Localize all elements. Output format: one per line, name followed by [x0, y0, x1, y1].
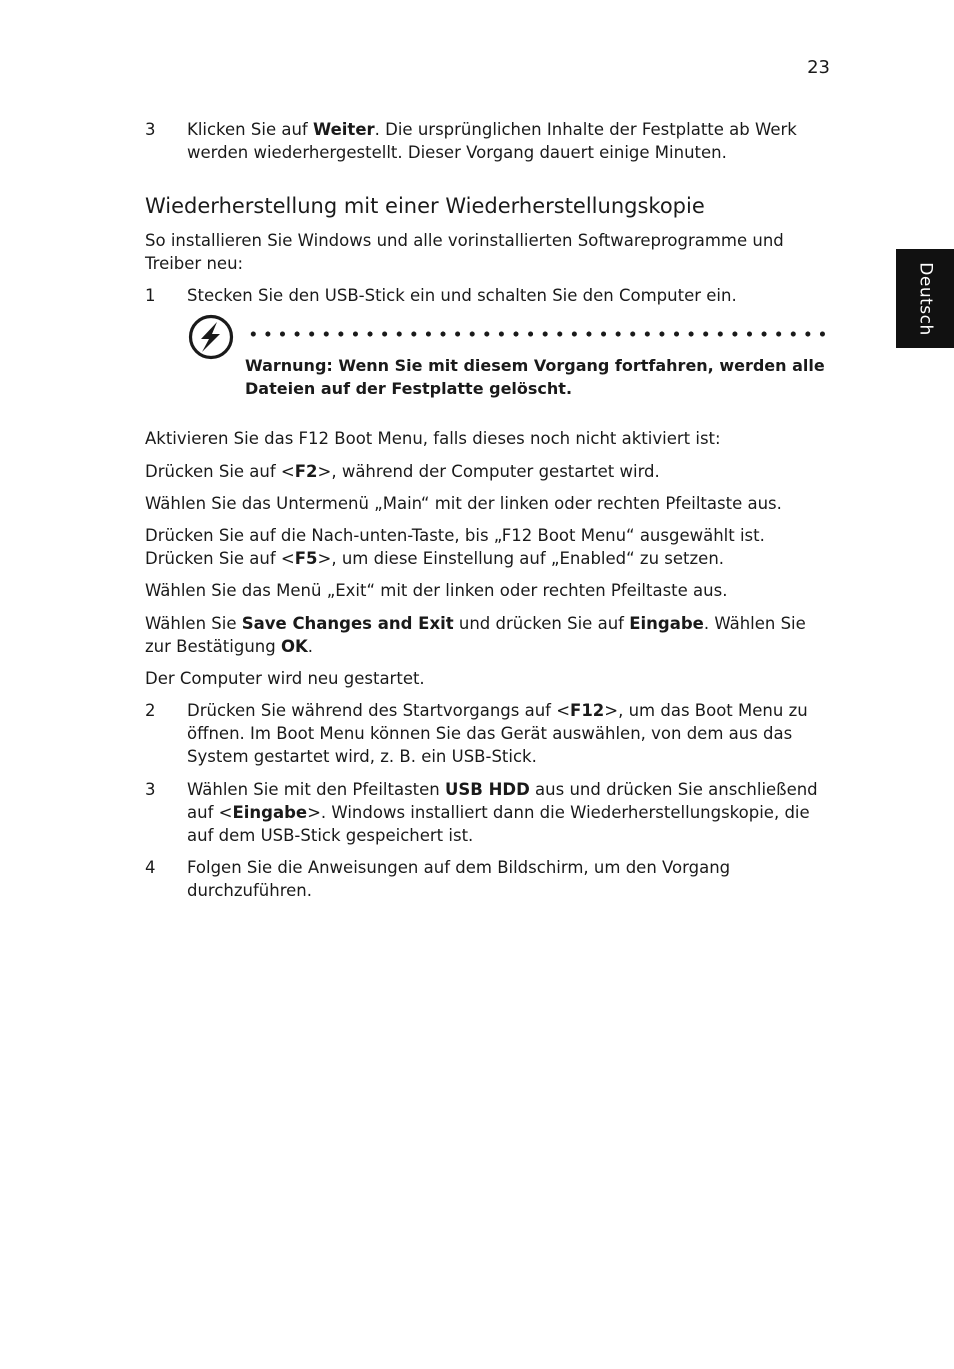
section-heading: Wiederherstellung mit einer Wiederherstellungskopie: [145, 194, 705, 218]
warning-divider: [246, 331, 830, 337]
bold-term: Eingabe: [232, 803, 308, 822]
language-side-tab: [896, 249, 954, 348]
step-number: 1: [145, 286, 156, 305]
step-number: 3: [145, 780, 156, 799]
lightning-warning-icon: [188, 314, 234, 360]
section-intro: So installieren Sie Windows und alle vorinstallierten Softwareprogramme und Treiber neu:: [145, 231, 784, 273]
step-text: Stecken Sie den USB-Stick ein und schalten Sie den Computer ein.: [187, 286, 737, 305]
step-text: Drücken Sie während des Startvorgangs auf <F12>, um das Boot Menu zu öffnen. Im Boot Menu können Sie das Gerät auswählen, von dem aus das System gestartet wird, z. B. ein USB-Stick.: [187, 701, 808, 766]
step-text: Klicken Sie auf Weiter. Die ursprünglichen Inhalte der Festplatte ab Werk werden wiederhergestellt. Dieser Vorgang dauert einige Minuten.: [187, 120, 797, 162]
key-f5: F5: [294, 549, 318, 568]
paragraph: Drücken Sie auf <F2>, während der Computer gestartet wird.: [145, 462, 660, 481]
paragraph: Drücken Sie auf die Nach-unten-Taste, bis „F12 Boot Menu“ ausgewählt ist. Drücken Sie auf <F5>, um diese Einstellung auf „Enabled“ zu setzen.: [145, 526, 765, 568]
step-number: 4: [145, 858, 156, 877]
bold-term: Save Changes and Exit: [241, 614, 454, 633]
bold-term: Weiter: [312, 120, 375, 139]
paragraph: Wählen Sie Save Changes and Exit und drücken Sie auf Eingabe. Wählen Sie zur Bestätigung OK.: [145, 614, 806, 656]
step-text: Wählen Sie mit den Pfeiltasten USB HDD aus und drücken Sie anschließend auf <Eingabe>. Windows installiert dann die Wiederherstellungskopie, die auf dem USB-Stick gespeichert ist.: [187, 780, 818, 845]
paragraph: Wählen Sie das Untermenü „Main“ mit der linken oder rechten Pfeiltaste aus.: [145, 494, 782, 513]
step-number: 3: [145, 120, 156, 139]
side-tab-label: Deutsch: [915, 261, 936, 336]
paragraph: Wählen Sie das Menü „Exit“ mit der linken oder rechten Pfeiltaste aus.: [145, 581, 728, 600]
page-number: 23: [807, 57, 830, 78]
bold-term: OK: [280, 637, 308, 656]
bold-term: USB HDD: [445, 780, 530, 799]
warning-text: Warnung: Wenn Sie mit diesem Vorgang fortfahren, werden alle Dateien auf der Festplatte gelöscht.: [245, 356, 825, 398]
paragraph: Der Computer wird neu gestartet.: [145, 669, 425, 688]
key-f2: F2: [294, 462, 318, 481]
paragraph: Aktivieren Sie das F12 Boot Menu, falls dieses noch nicht aktiviert ist:: [145, 429, 721, 448]
bold-term: Eingabe: [629, 614, 704, 633]
step-number: 2: [145, 701, 156, 720]
key-f12: F12: [570, 701, 605, 720]
step-text: Folgen Sie die Anweisungen auf dem Bildschirm, um den Vorgang durchzuführen.: [187, 858, 731, 900]
